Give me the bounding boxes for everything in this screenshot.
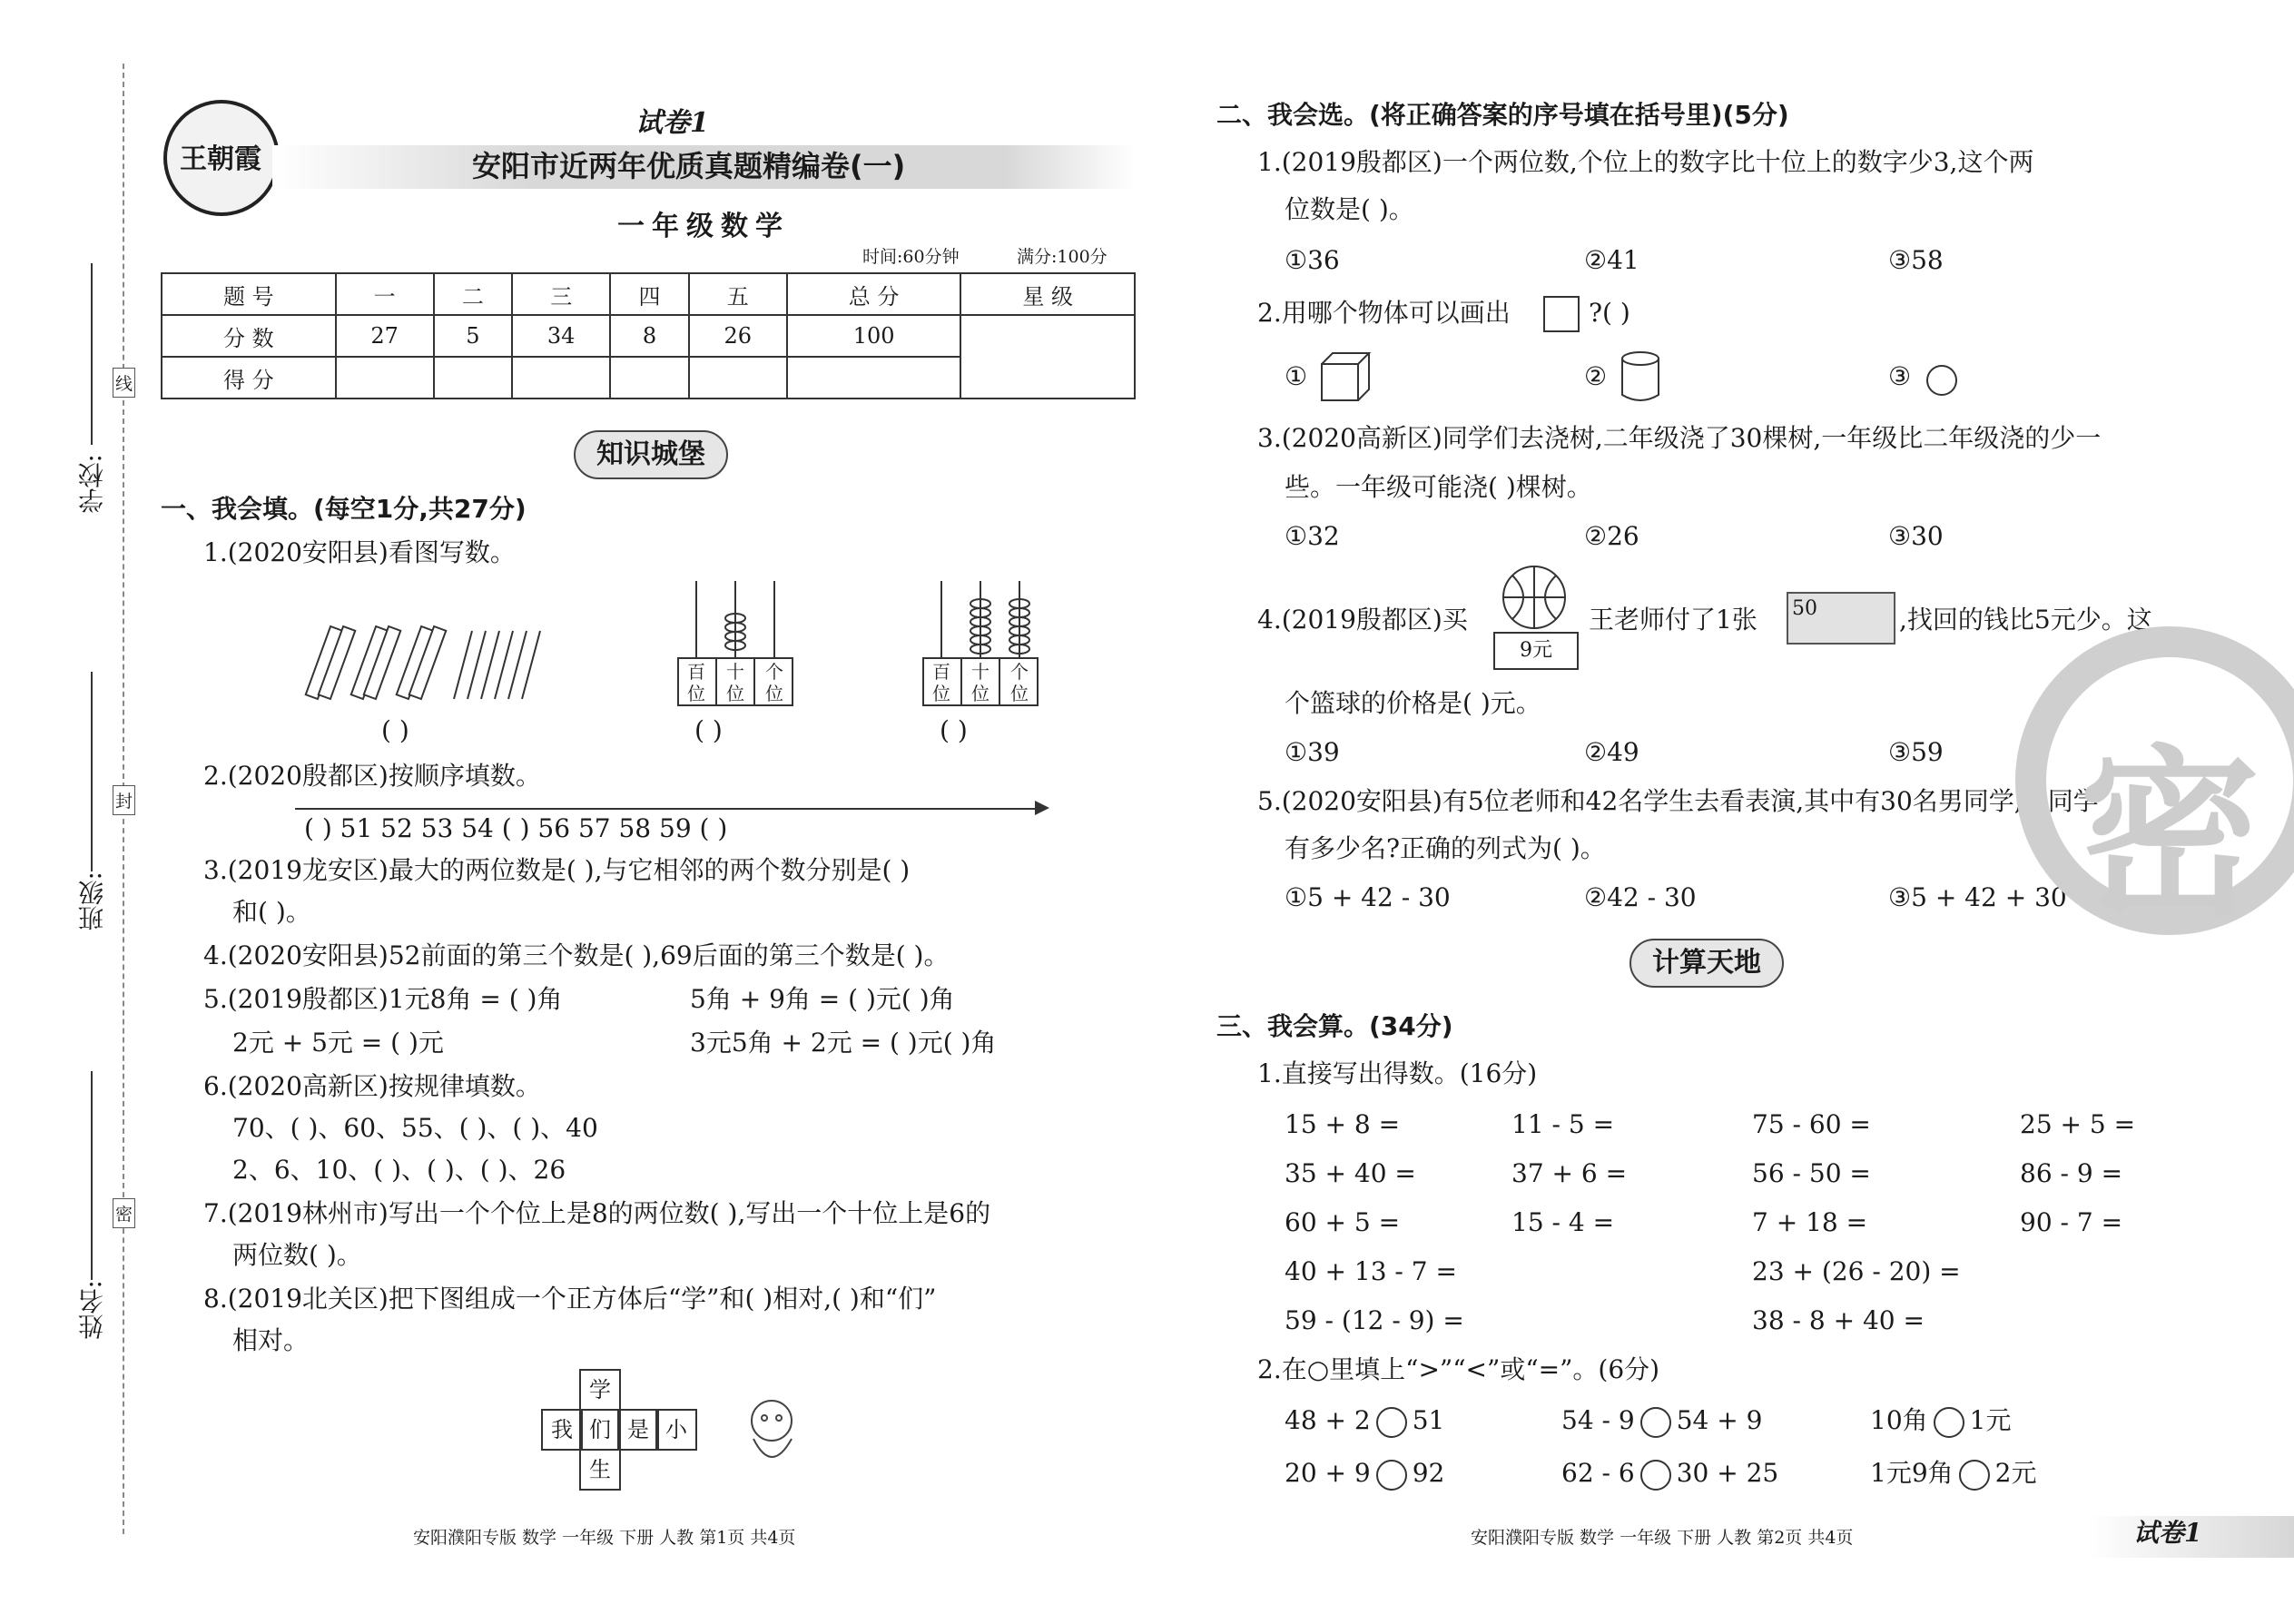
score-cell: 分 数 xyxy=(162,315,336,357)
compare-item: 62 - 6 30 + 25 xyxy=(1561,1458,1778,1491)
q1-1-blank-a[interactable]: ( ) xyxy=(381,715,409,745)
publisher-logo xyxy=(163,100,280,216)
score-cell: 5 xyxy=(434,315,512,357)
svg-text:个: 个 xyxy=(765,661,783,683)
square-shape-icon xyxy=(1543,296,1580,332)
score-input[interactable] xyxy=(434,357,512,399)
subject-title: 一年级数学 xyxy=(617,211,790,242)
svg-text:位: 位 xyxy=(1010,683,1029,704)
score-cell: 34 xyxy=(512,315,610,357)
svg-text:十: 十 xyxy=(971,661,989,683)
q1-4: 4.(2020安阳县)52前面的第三个数是( ),69后面的第三个数是( )。 xyxy=(203,940,950,970)
svg-text:位: 位 xyxy=(932,683,950,704)
score-input[interactable] xyxy=(689,357,787,399)
calc-item[interactable]: 11 - 5 = xyxy=(1511,1109,1615,1139)
q3-1: 1.直接写出得数。(16分) xyxy=(1257,1058,1538,1088)
compare-circle[interactable] xyxy=(1376,1460,1407,1491)
sticks-image xyxy=(290,617,563,708)
q2-4a: 4.(2019殷都区)买 xyxy=(1257,605,1468,635)
score-input[interactable] xyxy=(336,357,434,399)
q2-2-opt3[interactable]: ③ xyxy=(1888,361,1912,391)
net-cell: 生 xyxy=(579,1449,621,1491)
q1-2: 2.(2020殷都区)按顺序填数。 xyxy=(203,761,541,791)
class-field xyxy=(91,672,93,871)
score-cell: 一 xyxy=(336,273,434,315)
abacus-1 xyxy=(676,576,794,708)
svg-text:十: 十 xyxy=(726,661,744,683)
time-info: 时间:60分钟 xyxy=(862,247,960,267)
secret-label: 密 xyxy=(113,1198,135,1228)
arrow-right-icon xyxy=(1035,801,1049,815)
name-field xyxy=(91,1071,93,1280)
q1-1: 1.(2020安阳县)看图写数。 xyxy=(203,537,516,567)
q1-5a-left: 5.(2019殷都区)1元8角 = ( )角 xyxy=(203,984,563,1014)
footer-left: 安阳濮阳专版 数学 一年级 下册 人教 第1页 共4页 xyxy=(413,1528,796,1548)
compare-item: 54 - 9 54 + 9 xyxy=(1561,1405,1762,1438)
compare-circle[interactable] xyxy=(1934,1407,1964,1438)
calc-badge: 计算天地 xyxy=(1629,939,1784,988)
section1-title: 一、我会填。(每空1分,共27分) xyxy=(161,494,527,524)
q2-4-opt2[interactable]: ②49 xyxy=(1584,737,1639,767)
q2-4c: ,找回的钱比5元少。这 xyxy=(1899,605,2152,635)
sphere-icon xyxy=(1926,365,1957,396)
q1-5b-left: 2元 + 5元 = ( )元 xyxy=(232,1028,444,1058)
calc-item[interactable]: 86 - 9 = xyxy=(2020,1158,2123,1188)
calc-item[interactable]: 37 + 6 = xyxy=(1511,1158,1628,1188)
cylinder-icon xyxy=(1618,349,1663,404)
class-label: 班级: xyxy=(77,871,107,931)
calc-item[interactable]: 25 + 5 = xyxy=(2020,1109,2136,1139)
calc-item[interactable]: 35 + 40 = xyxy=(1285,1158,1416,1188)
line-label: 线 xyxy=(113,368,135,398)
q2-2-opt1[interactable]: ① xyxy=(1285,361,1308,391)
net-cell: 学 xyxy=(579,1369,621,1411)
calc-item[interactable]: 15 - 4 = xyxy=(1511,1207,1615,1237)
score-cell: 星 级 xyxy=(960,273,1135,315)
q2-2: 2.用哪个物体可以画出 xyxy=(1257,298,1511,328)
q1-6a: 70、( )、60、55、( )、( )、40 xyxy=(232,1113,598,1143)
q2-3-opt3[interactable]: ③30 xyxy=(1888,521,1944,551)
q2-4-opt3[interactable]: ③59 xyxy=(1888,737,1944,767)
compare-circle[interactable] xyxy=(1640,1460,1671,1491)
logo-text: 王朝霞 xyxy=(180,143,261,175)
q1-6b: 2、6、10、( )、( )、( )、26 xyxy=(232,1155,566,1185)
knowledge-badge: 知识城堡 xyxy=(574,430,728,479)
section2-title: 二、我会选。(将正确答案的序号填在括号里)(5分) xyxy=(1216,100,1789,130)
q2-5-opt3[interactable]: ③5 + 42 + 30 xyxy=(1888,882,2067,912)
calc-item[interactable]: 60 + 5 = xyxy=(1285,1207,1401,1237)
svg-text:位: 位 xyxy=(765,683,783,704)
score-cell: 三 xyxy=(512,273,610,315)
q1-3b: 和( )。 xyxy=(232,897,311,927)
svg-text:百: 百 xyxy=(687,661,705,683)
abacus-2 xyxy=(921,576,1039,708)
score-info: 满分:100分 xyxy=(1017,247,1108,267)
compare-circle[interactable] xyxy=(1959,1460,1990,1491)
calc-item[interactable]: 23 + (26 - 20) = xyxy=(1752,1256,1961,1286)
q2-1a: 1.(2019殷都区)一个两位数,个位上的数字比十位上的数字少3,这个两 xyxy=(1257,147,2034,177)
q1-8b: 相对。 xyxy=(232,1325,310,1355)
svg-text:百: 百 xyxy=(932,661,950,683)
name-label: 姓名: xyxy=(77,1280,107,1340)
q3-2: 2.在○里填上“>”“<”或“=”。(6分) xyxy=(1257,1354,1660,1384)
basketball-icon xyxy=(1498,561,1570,634)
q2-1-opt3[interactable]: ③58 xyxy=(1888,245,1944,275)
q1-7b: 两位数( )。 xyxy=(232,1240,362,1270)
calc-item[interactable]: 38 - 8 + 40 = xyxy=(1752,1305,1925,1335)
cartoon-tiger-icon xyxy=(735,1389,808,1480)
q1-7a: 7.(2019林州市)写出一个个位上是8的两位数( ),写出一个十位上是6的 xyxy=(203,1198,991,1228)
school-label: 学校: xyxy=(77,454,107,514)
net-cell: 小 xyxy=(655,1409,697,1451)
score-table xyxy=(161,272,1136,399)
q1-3a: 3.(2019龙安区)最大的两位数是( ),与它相邻的两个数分别是( ) xyxy=(203,855,911,885)
compare-item: 1元9角 2元 xyxy=(1870,1458,2036,1491)
compare-circle[interactable] xyxy=(1640,1407,1671,1438)
q2-4-opt1[interactable]: ①39 xyxy=(1285,737,1340,767)
net-cell: 我 xyxy=(541,1409,583,1451)
q1-1-blank-c[interactable]: ( ) xyxy=(940,715,968,745)
star-level-cell[interactable] xyxy=(960,315,1135,399)
net-cell: 们 xyxy=(579,1409,621,1451)
score-cell: 二 xyxy=(434,273,512,315)
q2-5a: 5.(2020安阳县)有5位老师和42名学生去看表演,其中有30名男同学,女同学 xyxy=(1257,786,2099,816)
q2-5-opt1[interactable]: ①5 + 42 - 30 xyxy=(1285,882,1451,912)
q1-5b-right: 3元5角 + 2元 = ( )元( )角 xyxy=(690,1028,997,1058)
score-cell: 得 分 xyxy=(162,357,336,399)
svg-text:位: 位 xyxy=(687,683,705,704)
number-line xyxy=(295,808,1039,810)
compare-item: 48 + 2 51 xyxy=(1285,1405,1444,1438)
school-field xyxy=(91,263,93,445)
svg-text:个: 个 xyxy=(1010,661,1029,683)
q2-5b: 有多少名?正确的列式为( )。 xyxy=(1285,833,1606,863)
score-input[interactable] xyxy=(787,357,961,399)
q2-4b: 王老师付了1张 xyxy=(1589,605,1757,635)
score-cell: 四 xyxy=(610,273,688,315)
score-input[interactable] xyxy=(512,357,610,399)
score-cell: 27 xyxy=(336,315,434,357)
net-cell: 是 xyxy=(617,1409,659,1451)
footer-tab: 试卷1 xyxy=(2133,1518,2202,1548)
q2-1b: 位数是( )。 xyxy=(1285,194,1414,224)
q1-6: 6.(2020高新区)按规律填数。 xyxy=(203,1071,541,1101)
q2-1-opt2[interactable]: ②41 xyxy=(1584,245,1639,275)
q2-3b: 些。一年级可能浇( )棵树。 xyxy=(1285,472,1592,502)
calc-item[interactable]: 56 - 50 = xyxy=(1752,1158,1871,1188)
banknote-icon: 50 xyxy=(1787,592,1895,645)
calc-item[interactable]: 40 + 13 - 7 = xyxy=(1285,1256,1457,1286)
calc-item[interactable]: 75 - 60 = xyxy=(1752,1109,1871,1139)
q2-5-opt2[interactable]: ②42 - 30 xyxy=(1584,882,1697,912)
q2-1-opt1[interactable]: ①36 xyxy=(1285,245,1340,275)
q2-4d: 个篮球的价格是( )元。 xyxy=(1285,688,1541,718)
score-cell: 五 xyxy=(689,273,787,315)
calc-item[interactable]: 90 - 7 = xyxy=(2020,1207,2123,1237)
paper-label: 试卷1 xyxy=(635,107,709,139)
number-line-values: ( ) 51 52 53 54 ( ) 56 57 58 59 ( ) xyxy=(304,813,728,843)
q1-1-blank-b[interactable]: ( ) xyxy=(694,715,723,745)
compare-item: 10角 1元 xyxy=(1870,1405,2011,1438)
price-tag: 9元 xyxy=(1493,632,1579,670)
calc-item[interactable]: 59 - (12 - 9) = xyxy=(1285,1305,1464,1335)
calc-item[interactable]: 7 + 18 = xyxy=(1752,1207,1868,1237)
secret-stamp-text: 密 xyxy=(2079,730,2261,941)
score-cell: 总 分 xyxy=(787,273,961,315)
compare-circle[interactable] xyxy=(1376,1407,1407,1438)
cube-icon xyxy=(1318,349,1373,404)
score-cell: 题 号 xyxy=(162,273,336,315)
q2-3a: 3.(2020高新区)同学们去浇树,二年级浇了30棵树,一年级比二年级浇的少一 xyxy=(1257,423,2102,453)
q1-5a-right: 5角 + 9角 = ( )元( )角 xyxy=(690,984,955,1014)
score-cell: 100 xyxy=(787,315,961,357)
q2-3-opt1[interactable]: ①32 xyxy=(1285,521,1340,551)
footer-right: 安阳濮阳专版 数学 一年级 下册 人教 第2页 共4页 xyxy=(1471,1528,1854,1548)
score-cell: 8 xyxy=(610,315,688,357)
q2-3-opt2[interactable]: ②26 xyxy=(1584,521,1639,551)
q2-2-tail: ?( ) xyxy=(1589,298,1630,328)
svg-text:位: 位 xyxy=(971,683,989,704)
calc-item[interactable]: 15 + 8 = xyxy=(1285,1109,1401,1139)
compare-item: 20 + 9 92 xyxy=(1285,1458,1444,1491)
q1-8a: 8.(2019北关区)把下图组成一个正方体后“学”和( )相对,( )和“们” xyxy=(203,1284,937,1314)
score-input[interactable] xyxy=(610,357,688,399)
score-cell: 26 xyxy=(689,315,787,357)
section3-title: 三、我会算。(34分) xyxy=(1216,1011,1453,1041)
q2-2-opt2[interactable]: ② xyxy=(1584,361,1608,391)
svg-text:位: 位 xyxy=(726,683,744,704)
exam-title: 安阳市近两年优质真题精编卷(一) xyxy=(472,149,906,183)
seal-label: 封 xyxy=(113,785,135,815)
